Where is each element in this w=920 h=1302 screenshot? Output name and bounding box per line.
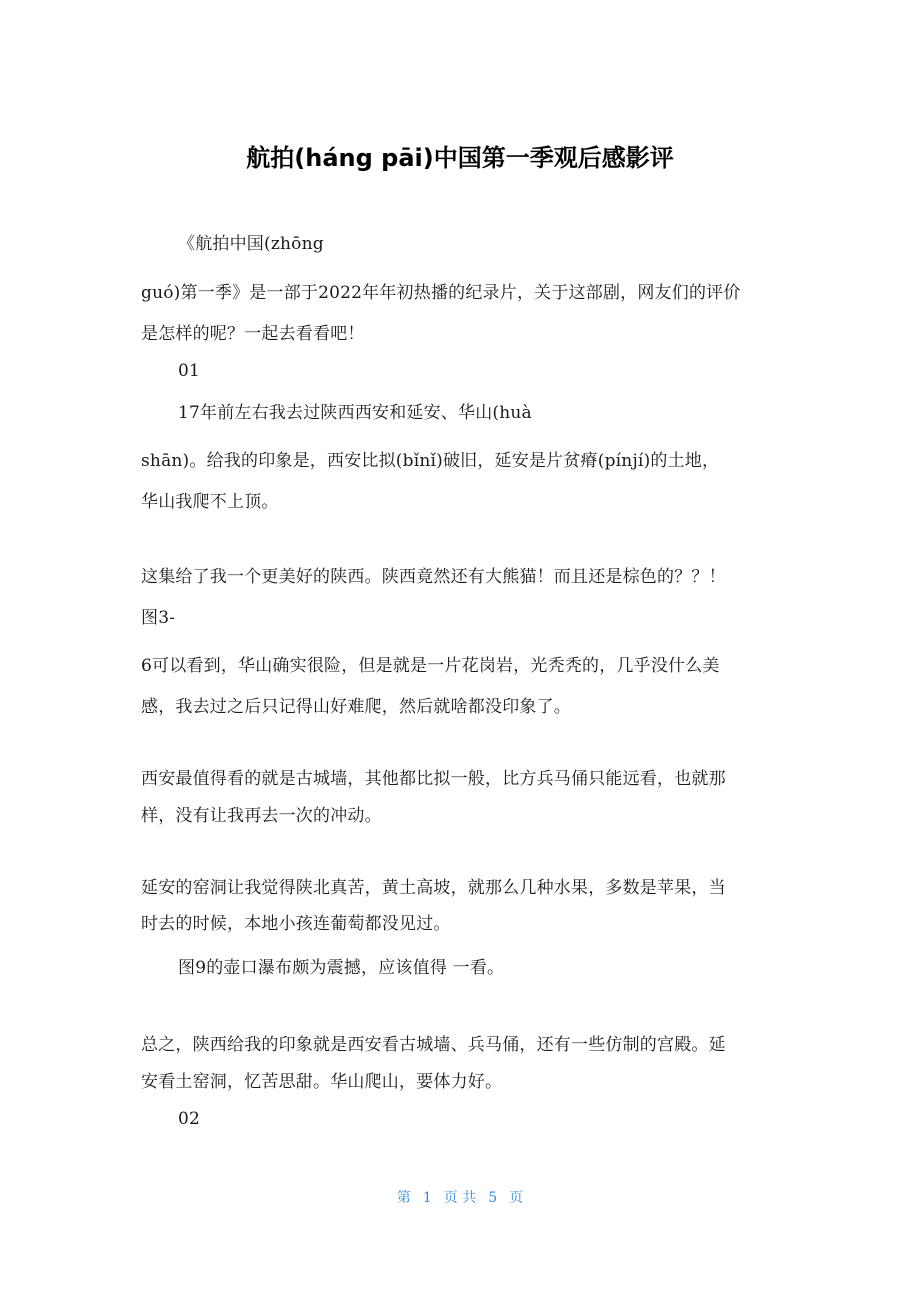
paragraph-line: 图3-	[141, 608, 176, 628]
paragraph-line: 时去的时候，本地小孩连葡萄都没见过。	[141, 914, 451, 934]
paragraph-line: 延安的窑洞让我觉得陕北真苦，黄土高坡，就那么几种水果，多数是苹果，当	[141, 878, 726, 898]
paragraph-line: 《航拍中国(zhōng	[178, 234, 324, 254]
paragraph-line: 17年前左右我去过陕西西安和延安、华山(huà	[178, 403, 532, 423]
section-number: 01	[178, 361, 201, 381]
paragraph-line: 总之，陕西给我的印象就是西安看古城墙、兵马俑，还有一些仿制的宫殿。延	[141, 1035, 726, 1055]
paragraph-line: 西安最值得看的就是古城墙，其他都比拟一般，比方兵马俑只能远看，也就那	[141, 769, 726, 789]
footer-total-pages: 5	[488, 1190, 498, 1206]
footer-page-suffix: 页	[509, 1190, 524, 1206]
paragraph-line: guó)第一季》是一部于2022年年初热播的纪录片，关于这部剧，网友们的评价	[141, 283, 741, 303]
section-number: 02	[178, 1109, 201, 1129]
paragraph-line: 6可以看到，华山确实很险，但是就是一片花岗岩，光秃秃的，几乎没什么美	[141, 656, 720, 676]
paragraph-line: 感，我去过之后只记得山好难爬，然后就啥都没印象了。	[141, 697, 571, 717]
page-footer	[0, 1187, 920, 1209]
footer-page-prefix: 第	[396, 1190, 411, 1206]
paragraph-line: 安看土窑洞，忆苦思甜。华山爬山，要体力好。	[141, 1072, 503, 1092]
paragraph-line: shān)。给我的印象是，西安比拟(bǐnǐ)破旧，延安是片贫瘠(pínjí)的土地，	[141, 451, 720, 471]
footer-current-page: 1	[422, 1190, 432, 1206]
document-title: 航拍(háng pāi)中国第一季观后感影评	[246, 144, 674, 172]
paragraph-line: 样，没有让我再去一次的冲动。	[141, 806, 382, 826]
paragraph-line: 华山我爬不上顶。	[141, 492, 279, 512]
paragraph-line: 这集给了我一个更美好的陕西。陕西竟然还有大熊猫！而且还是棕色的？？！	[141, 567, 726, 587]
paragraph-line: 是怎样的呢？一起去看看吧！	[141, 324, 365, 344]
paragraph-line: 图9的壶口瀑布颇为震撼，应该值得 一看。	[178, 958, 505, 978]
footer-page-mid: 页 共	[443, 1190, 477, 1206]
